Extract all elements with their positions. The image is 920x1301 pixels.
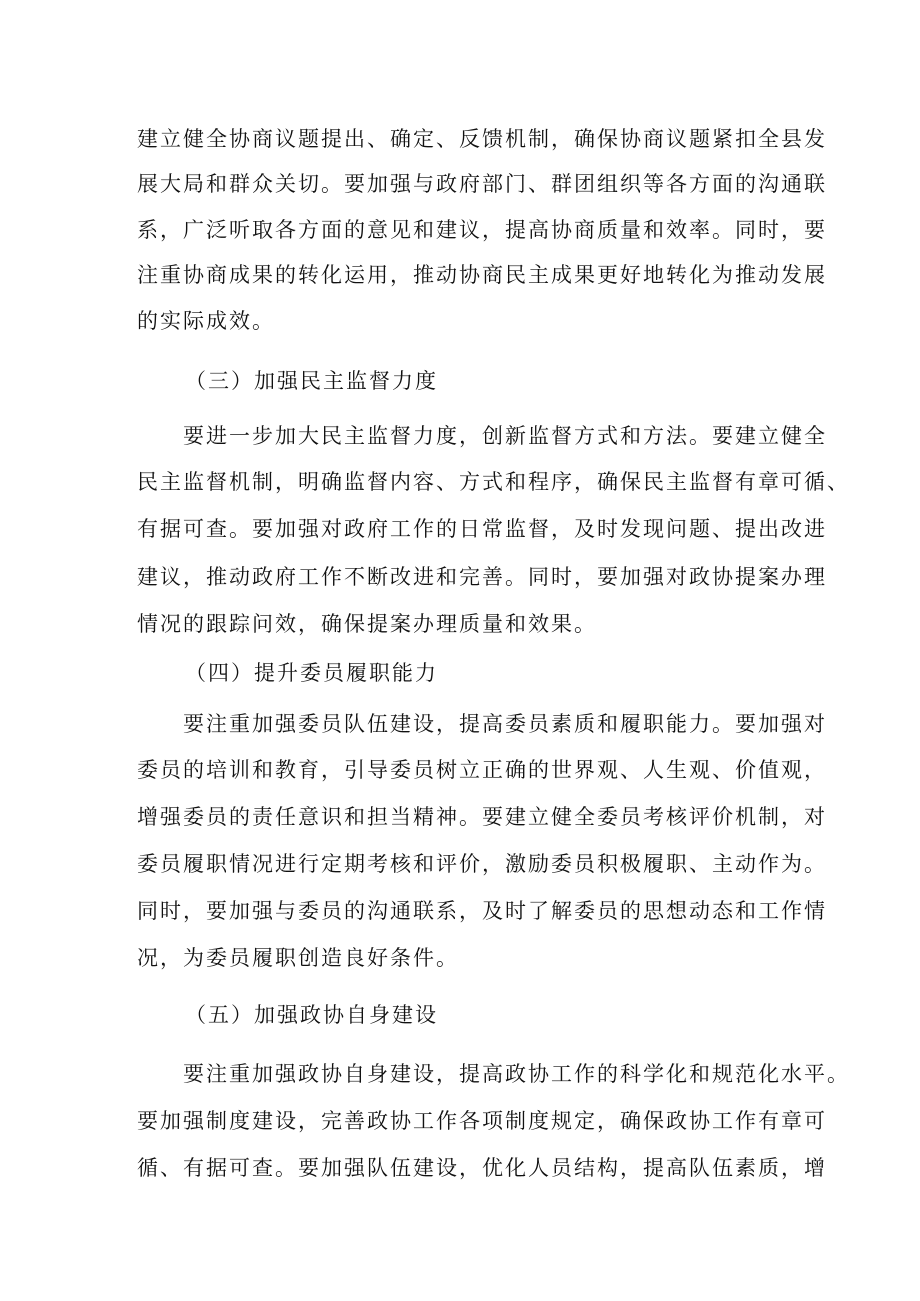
paragraph-line: 委员的培训和教育，引导委员树立正确的世界观、人生观、价值观， [137,758,827,782]
paragraph-line: 情况的跟踪问效，确保提案办理质量和效果。 [137,612,597,636]
paragraph-line: 同时，要加强与委员的沟通联系，及时了解委员的思想动态和工作情 [137,899,827,923]
paragraph-line: 民主监督机制，明确监督内容、方式和程序，确保民主监督有章可循、 [137,470,850,494]
paragraph-line: 循、有据可查。要加强队伍建设，优化人员结构，提高队伍素质，增 [137,1156,827,1180]
paragraph-line: 要加强制度建设，完善政协工作各项制度规定，确保政协工作有章可 [137,1109,827,1133]
paragraph-line: 要注重加强政协自身建设，提高政协工作的科学化和规范化水平。 [183,1062,850,1086]
paragraph-line: 建立健全协商议题提出、确定、反馈机制，确保协商议题紧扣全县发 [137,127,827,151]
section-heading: （三）加强民主监督力度 [185,369,438,393]
paragraph-line: 委员履职情况进行定期考核和评价，激励委员积极履职、主动作为。 [137,852,827,876]
paragraph-line: 要注重加强委员队伍建设，提高委员素质和履职能力。要加强对 [183,712,827,736]
paragraph-line: 况，为委员履职创造良好条件。 [137,946,459,970]
paragraph-line: 有据可查。要加强对政府工作的日常监督，及时发现问题、提出改进 [137,517,827,541]
paragraph-line: 增强委员的责任意识和担当精神。要建立健全委员考核评价机制，对 [137,805,827,829]
paragraph-line: 要进一步加大民主监督力度，创新监督方式和方法。要建立健全 [183,424,827,448]
paragraph-line: 系，广泛听取各方面的意见和建议，提高协商质量和效率。同时，要 [137,218,827,242]
paragraph-line: 的实际成效。 [137,309,275,333]
paragraph-line: 展大局和群众关切。要加强与政府部门、群团组织等各方面的沟通联 [137,172,827,196]
paragraph-line: 注重协商成果的转化运用，推动协商民主成果更好地转化为推动发展 [137,263,827,287]
section-heading: （四）提升委员履职能力 [185,661,438,685]
paragraph-line: 建议，推动政府工作不断改进和完善。同时，要加强对政协提案办理 [137,565,827,589]
section-heading: （五）加强政协自身建设 [185,1003,438,1027]
